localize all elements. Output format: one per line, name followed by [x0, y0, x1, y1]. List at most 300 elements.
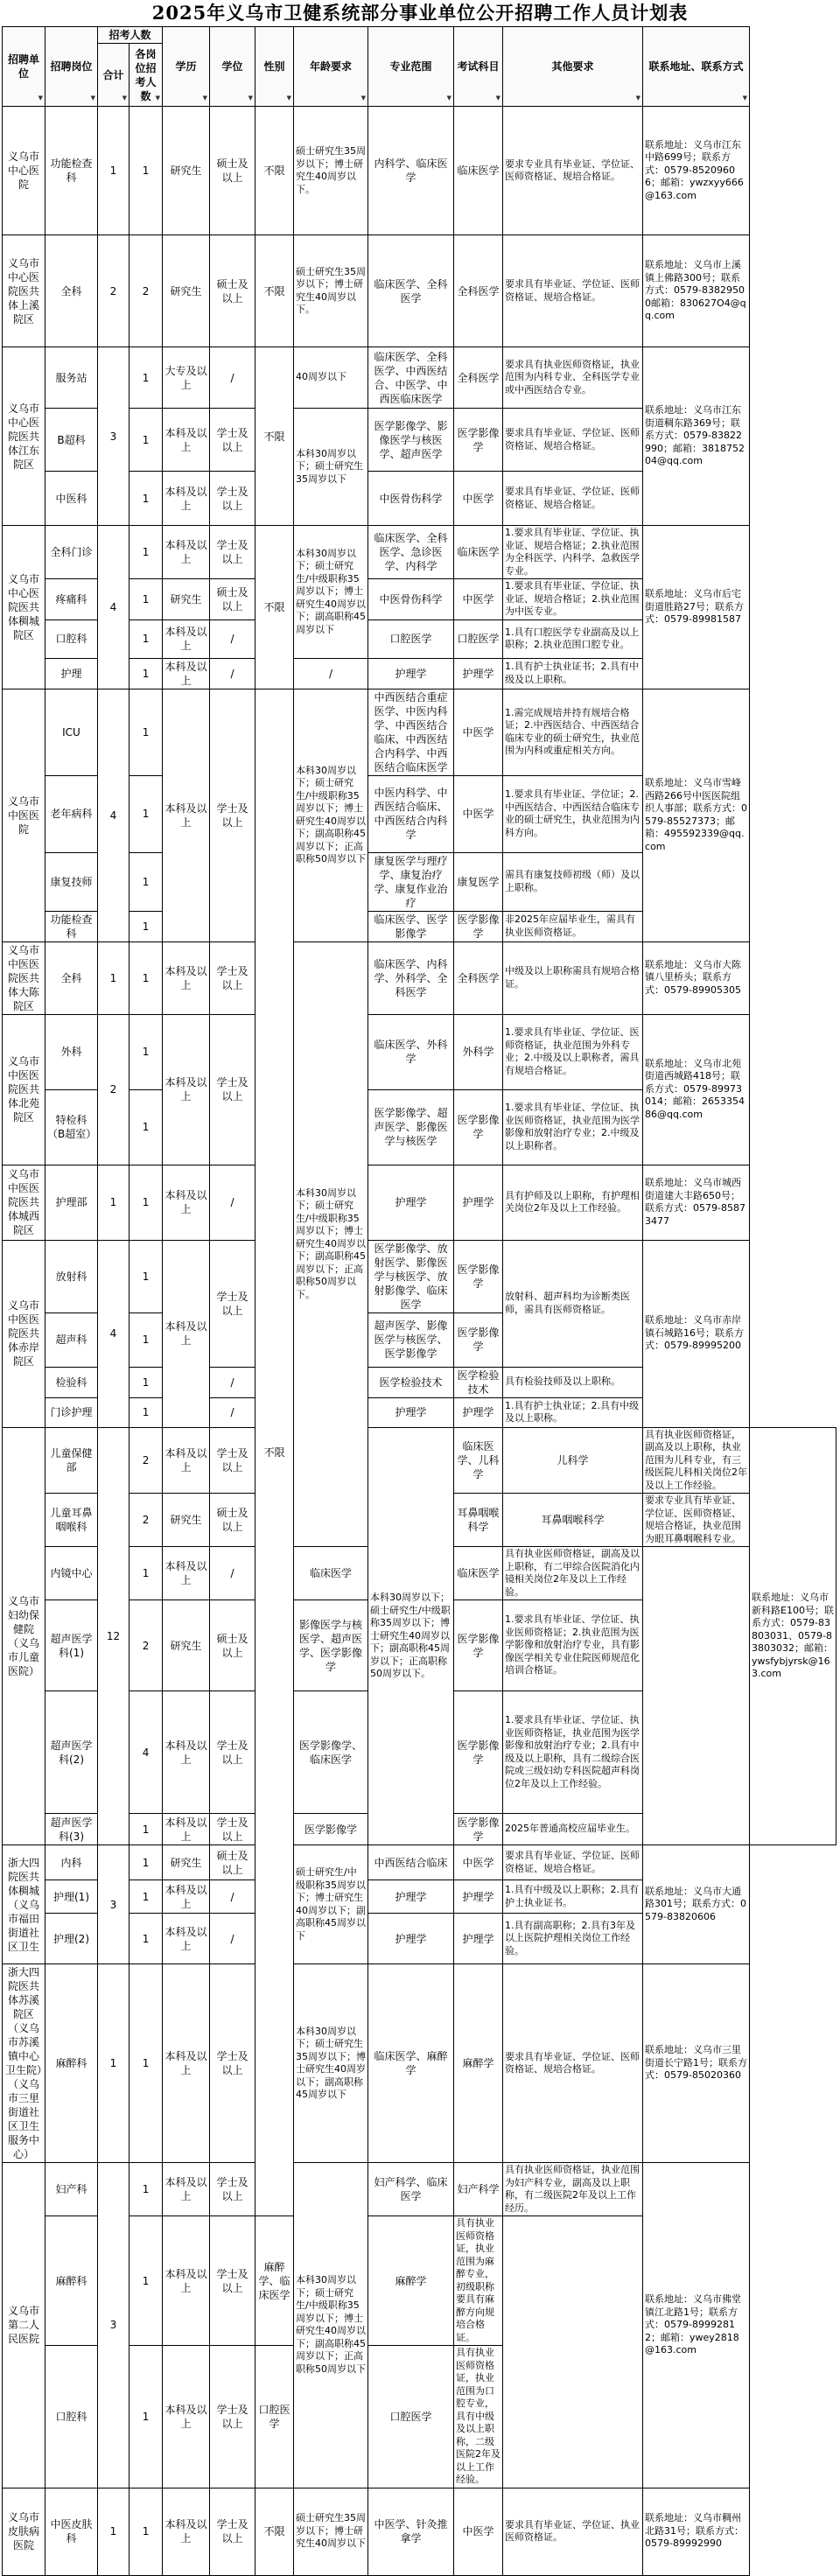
col-header-other[interactable]: 其他要求 ▼ [503, 27, 643, 107]
table-row [3, 1240, 836, 1312]
other-cell: 具有执业医师资格证，执业范围为妇产科专业，副高及以上职称，有二级医院2年及以上工作经历。 [503, 2163, 643, 2216]
degree-cell: 学士及以上 [210, 2346, 256, 2488]
col-header-unit[interactable]: 招聘单位 ▼ [3, 27, 46, 107]
age-cell: 硕士研究生/中级职称35周岁以下；博士研究生40周岁以下；副高职称45周岁以下 [294, 1845, 368, 1964]
degree-cell: 学士及以上 [210, 689, 256, 942]
count-cell: 1 [130, 1312, 163, 1367]
post-cell: 检验科 [46, 1367, 98, 1397]
edu-cell: 本科及以上 [163, 1814, 210, 1845]
major-cell: 中西医结合重症医学、中医内科学、中西医结合临床、中西医结合内科学、中西医结合临床医学 [368, 689, 454, 775]
other-cell: 中级及以上职称需具有规培合格证。 [503, 942, 643, 1014]
major-cell: 中医骨伤科学 [368, 472, 454, 526]
other-cell: 非2025年应届毕业生，需具有执业医师资格证。 [503, 911, 643, 942]
degree-cell: 学士及以上 [210, 1964, 256, 2163]
post-cell: 服务站 [46, 347, 98, 409]
count-cell: 1 [130, 2488, 163, 2575]
col-header-edu[interactable]: 学历 ▼ [163, 27, 210, 107]
post-cell: 内镜中心 [46, 1547, 98, 1600]
total-cell: 1 [98, 1964, 130, 2163]
other-cell: 要求具有执业医师资格证，执业范围为内科专业、全科医学专业或中西医结合专业。 [503, 347, 643, 409]
degree-cell: / [210, 620, 256, 658]
other-cell: 要求具有毕业证、学位证、医师资格证、规培合格证。 [503, 1964, 643, 2163]
count-cell: 1 [130, 1397, 163, 1427]
other-cell: 要求具有毕业证、学位证、医师资格证、规培合格证。 [503, 235, 643, 347]
major-cell: 中医内科学、中西医结合临床、中西医结合内科学 [368, 775, 454, 852]
col-header-exam[interactable]: 考试科目 ▼ [454, 27, 503, 107]
edu-cell: 本科及以上 [163, 1165, 210, 1240]
exam-cell: 医学影像学 [454, 1089, 503, 1165]
edu-cell: 本科及以上 [163, 658, 210, 689]
exam-cell: 医学影像学 [454, 1691, 503, 1814]
other-cell: 1.具有中级及以上职称；2.具有护士执业证书。 [503, 1880, 643, 1914]
other-cell: 具有执业医师资格证，执业范围为口腔专业，具有中级及以上职称，二级医院2年及以上工作经验。 [454, 2346, 503, 2488]
other-cell: 1.要求具有毕业证、学位证、执业医师资格证，执业范围为医学影像和放射治疗专业；2.中级及以上职称者。 [503, 1089, 643, 1165]
count-cell: 1 [130, 1367, 163, 1397]
unit-cell: 浙大四院医共体苏溪院区（义乌市苏溪镇中心卫生院）（义乌市三里街道社区卫生服务中心） [3, 1964, 46, 2163]
col-header-post[interactable]: 招聘岗位 ▼ [46, 27, 98, 107]
contact-cell: 联系地址：义乌市赤岸镇石城路16号；联系方式：0579-89995200 [643, 1240, 750, 1427]
count-cell: 1 [130, 1014, 163, 1089]
other-cell: 1.具有副高职称；2.具有3年及以上医院护理相关岗位工作经验。 [503, 1914, 643, 1964]
col-header-degree[interactable]: 学位 ▼ [210, 27, 256, 107]
filter-arrow-icon[interactable]: ▼ [495, 94, 501, 102]
total-cell: 1 [98, 942, 130, 1014]
post-cell: 口腔科 [46, 2346, 98, 2488]
edu-cell: 本科及以上 [163, 2346, 210, 2488]
filter-arrow-icon[interactable]: ▼ [360, 94, 367, 102]
age-cell: 硕士研究生35周岁以下；博士研究生40周岁以下 [294, 2488, 368, 2575]
count-cell: 1 [130, 1165, 163, 1240]
col-header-total[interactable]: 合计 ▼ [98, 44, 130, 107]
col-header-major[interactable]: 专业范围 ▼ [368, 27, 454, 107]
degree-cell: 学士及以上 [210, 1427, 256, 1494]
exam-cell: 医学影像学 [454, 1240, 503, 1312]
filter-arrow-icon[interactable]: ▼ [202, 94, 208, 102]
exam-cell: 医学影像学 [454, 1312, 503, 1367]
count-cell: 1 [130, 1964, 163, 2163]
count-cell: 4 [130, 1691, 163, 1814]
count-cell: 1 [130, 1880, 163, 1914]
exam-cell: 全科医学 [454, 942, 503, 1014]
degree-cell: 硕士及以上 [210, 1845, 256, 1880]
age-cell: 本科30周岁以下；硕士研究生/中级职称35周岁以下；博士研究生40周岁以下；副高职称45周岁以下 [294, 526, 368, 659]
unit-cell: 义乌市中医医院 [3, 689, 46, 942]
other-cell: 2025年普通高校应届毕业生。 [503, 1814, 643, 1845]
major-cell: 临床医学、全科医学、中西医结合、中医学、中西医临床医学 [368, 347, 454, 409]
post-cell: 护理(1) [46, 1880, 98, 1914]
count-cell: 1 [130, 911, 163, 942]
other-cell: 要求具有毕业证、学位证、医师资格证、规培合格证。 [503, 1845, 643, 1880]
other-cell: 1.要求具有毕业证、学位证、执业证、规培合格证；2.执业范围为中医专业。 [503, 579, 643, 620]
degree-cell: 学士及以上 [210, 2488, 256, 2575]
exam-cell: 临床医学 [454, 526, 503, 579]
other-cell: 要求具有毕业证、学位证、医师资格证、规培合格证。 [503, 409, 643, 472]
contact-cell: 联系地址：义乌市雪峰西路266号中医医院组织人事部；联系方式：0579-85527373；邮箱：495592339@qq.com [643, 689, 750, 942]
degree-cell: 学士及以上 [210, 942, 256, 1014]
edu-cell: 本科及以上 [163, 2163, 210, 2216]
gender-cell: 不限 [256, 526, 294, 690]
total-cell: 2 [98, 235, 130, 347]
edu-cell: 本科及以上 [163, 689, 210, 942]
other-cell: 放射科、超声科均为诊断类医师，需具有医师资格证。 [503, 1240, 643, 1367]
major-cell: 护理学 [368, 1880, 454, 1914]
count-cell: 1 [130, 852, 163, 911]
age-cell: 本科30周岁以下；硕士研究生35周岁以下 [294, 409, 368, 526]
contact-cell: 联系地址：义乌市大陈镇八里桥头；联系方式：0579-89905305 [643, 942, 750, 1014]
age-cell: 本科30周岁以下；硕士研究生35周岁以下；博士研究生40周岁以下；副高职称45周岁以下 [294, 1964, 368, 2163]
major-cell: 中医骨伤科学 [368, 579, 454, 620]
edu-cell: 研究生 [163, 1845, 210, 1880]
degree-cell: 学士及以上 [210, 1014, 256, 1165]
post-cell: 护理(2) [46, 1914, 98, 1964]
count-cell: 2 [130, 1427, 163, 1494]
degree-cell: / [210, 347, 256, 409]
post-cell: 麻醉科 [46, 2216, 98, 2346]
filter-arrow-icon[interactable]: ▼ [742, 94, 748, 102]
unit-cell: 义乌市中心医院医共体江东院区 [3, 347, 46, 526]
contact-cell: 联系地址：义乌市新科路E100号；联系方式：0579-83803031、0579-83803032；邮箱：ywsfybjyrsk@163.com [750, 1427, 836, 1845]
exam-cell: 中医学 [454, 1845, 503, 1880]
exam-cell: 口腔医学 [454, 620, 503, 658]
gender-cell: 不限 [256, 235, 294, 347]
count-cell: 1 [130, 2346, 163, 2488]
count-cell: 2 [130, 1600, 163, 1691]
edu-cell: 研究生 [163, 579, 210, 620]
major-cell: 临床医学、医学影像学 [368, 911, 454, 942]
post-cell: 超声医学科(3) [46, 1814, 98, 1845]
major-cell: 耳鼻咽喉科学 [454, 1494, 503, 1547]
count-cell: 1 [130, 579, 163, 620]
major-cell: 中西医结合临床 [368, 1845, 454, 1880]
other-cell: 1.具有护士执业证书；2.具有中级及以上职称。 [503, 658, 643, 689]
filter-arrow-icon[interactable]: ▼ [122, 94, 127, 102]
edu-cell: 本科及以上 [163, 1427, 210, 1494]
table-row [3, 2163, 836, 2216]
count-cell: 1 [130, 1845, 163, 1880]
major-cell: 临床医学 [294, 1547, 368, 1600]
exam-cell: 中医学 [454, 689, 503, 775]
degree-cell: / [210, 1547, 256, 1600]
total-cell: 4 [98, 689, 130, 942]
other-cell: 要求专业具有毕业证、学位证、医师资格证、规培合格证，执业范围为眼耳鼻咽喉科专业。 [643, 1494, 750, 1547]
total-cell: 2 [98, 1014, 130, 1165]
gender-cell: 不限 [256, 107, 294, 235]
table-row [3, 107, 836, 235]
edu-cell: 研究生 [163, 1600, 210, 1691]
post-cell: ICU [46, 689, 98, 775]
degree-cell: / [210, 658, 256, 689]
post-cell: 功能检查科 [46, 911, 98, 942]
total-cell: 4 [98, 1240, 130, 1427]
post-cell: 超声科 [46, 1312, 98, 1367]
total-cell: 3 [98, 347, 130, 526]
total-cell: 3 [98, 2163, 130, 2488]
post-cell: 中医皮肤科 [46, 2488, 98, 2575]
post-cell: 疼痛科 [46, 579, 98, 620]
other-cell: 1.需完成规培并持有规培合格证；2.中西医结合、中西医结合临床专业的硕士研究生，执业范围为内科或重症相关方向。 [503, 689, 643, 775]
count-cell: 1 [130, 526, 163, 579]
major-cell: 麻醉学、临床医学 [256, 2216, 294, 2346]
major-cell: 医学影像学、影像医学与核医学、超声医学 [368, 409, 454, 472]
contact-cell: 联系地址：义乌市江东街道稠东路369号；联系方式：0579-83822990；邮箱：381875204@qq.com [643, 347, 750, 526]
post-cell: 老年病科 [46, 775, 98, 852]
exam-cell: 临床医学 [454, 1547, 503, 1600]
table-row [3, 1427, 836, 1494]
exam-cell: 中医学 [454, 2488, 503, 2575]
table-row [3, 526, 836, 579]
other-cell: 1.具有口腔医学专业副高及以上职称；2.执业范围口腔专业。 [503, 620, 643, 658]
exam-cell: 护理学 [454, 1165, 503, 1240]
post-cell: 超声医学科(1) [46, 1600, 98, 1691]
exam-cell: 外科学 [454, 1014, 503, 1089]
other-cell: 1.要求具有毕业证、学位证；2.中西医结合、中西医结合临床专业的硕士研究生，执业范围为内科方向。 [503, 775, 643, 852]
other-cell: 1.要求具有毕业证、学位证、执业医师资格证，执业范围为医学影像和放射治疗专业；2.具有中级及以上职称，具有二级综合医院或三级妇幼专科医院超声科岗位2年及以上工作经验。 [503, 1691, 643, 1814]
count-cell: 2 [130, 235, 163, 347]
post-cell: B超科 [46, 409, 98, 472]
exam-cell: 麻醉学 [454, 1964, 503, 2163]
exam-cell: 医学影像学 [454, 409, 503, 472]
exam-cell: 全科医学 [454, 347, 503, 409]
col-header-age[interactable]: 年龄要求 ▼ [294, 27, 368, 107]
post-cell: 放射科 [46, 1240, 98, 1312]
table-row [3, 1845, 836, 1880]
count-cell: 1 [130, 347, 163, 409]
major-cell: 医学影像学、临床医学 [294, 1691, 368, 1814]
filter-arrow-icon[interactable]: ▼ [155, 94, 161, 102]
exam-cell: 临床医学 [454, 107, 503, 235]
degree-cell: 硕士及以上 [210, 235, 256, 347]
count-cell: 1 [130, 1547, 163, 1600]
age-cell: / [294, 658, 368, 689]
count-cell: 1 [130, 620, 163, 658]
exam-cell: 医学检验技术 [454, 1367, 503, 1397]
count-cell: 1 [130, 1814, 163, 1845]
total-cell: 4 [98, 526, 130, 690]
edu-cell: 研究生 [163, 235, 210, 347]
recruitment-table [2, 26, 836, 2576]
filter-arrow-icon[interactable]: ▼ [635, 94, 641, 102]
degree-cell: 学士及以上 [210, 526, 256, 579]
edu-cell: 本科及以上 [163, 472, 210, 526]
major-cell: 临床医学、麻醉学 [368, 1964, 454, 2163]
edu-cell: 大专及以上 [163, 347, 210, 409]
edu-cell: 本科及以上 [163, 1914, 210, 1964]
contact-cell: 联系地址：义乌市稠州北路31号；联系方式：0579-89992990 [643, 2488, 750, 2575]
post-cell: 护理 [46, 658, 98, 689]
post-cell: 门诊护理 [46, 1397, 98, 1427]
contact-cell: 联系地址：义乌市城西街道建大丰路650号；联系方式：0579-85873477 [643, 1165, 750, 1240]
other-cell: 1.要求具有毕业证、学位证、医师资格证，执业范围为外科专业；2.中级及以上职称者，需具有规培合格证。 [503, 1014, 643, 1089]
exam-cell: 护理学 [454, 658, 503, 689]
post-cell: 康复技师 [46, 852, 98, 911]
degree-cell: 学士及以上 [210, 472, 256, 526]
other-cell: 要求具有毕业证、学位证、医师资格证、规培合格证。 [503, 472, 643, 526]
age-cell: 硕士研究生35周岁以下；博士研究生40周岁以下。 [294, 235, 368, 347]
major-cell: 临床医学、全科医学、急诊医学、内科学 [368, 526, 454, 579]
age-cell: 本科30周岁以下；硕士研究生/中级职称35周岁以下；博士研究生40周岁以下；副高职称45周岁以下；正高职称50周岁以下。 [368, 1427, 454, 1845]
table-row [3, 1964, 836, 2163]
post-cell: 护理部 [46, 1165, 98, 1240]
exam-cell: 口腔医学 [368, 2346, 454, 2488]
post-cell: 全科门诊 [46, 526, 98, 579]
other-cell: 具有检验技师及以上职称。 [503, 1367, 643, 1397]
major-cell: 医学检验技术 [368, 1367, 454, 1397]
exam-cell: 护理学 [454, 1880, 503, 1914]
other-cell: 1.要求具有毕业证、学位证、执业医师资格证；2.执业范围为医学影像和放射治疗专业，具有影像医学相关专业住院医师规范化培训合格证。 [503, 1600, 643, 1691]
exam-cell: 儿科学 [503, 1427, 643, 1494]
other-cell: 具有执业医师资格证，副高及以上职称，有二甲综合医院消化内镜相关岗位2年及以上工作经验。 [503, 1547, 643, 1600]
edu-cell: 本科及以上 [163, 2216, 210, 2346]
table-row [3, 942, 836, 1014]
unit-cell: 浙大四院医共体稠城（义乌市福田街道社区卫生 [3, 1845, 46, 1964]
unit-cell: 义乌市中医医院医共体赤岸院区 [3, 1240, 46, 1427]
filter-arrow-icon[interactable]: ▼ [38, 94, 43, 102]
edu-cell: 本科及以上 [163, 620, 210, 658]
degree-cell: 学士及以上 [210, 1691, 256, 1814]
major-cell: 中医学、针灸推拿学 [368, 2488, 454, 2575]
major-cell: 临床医学、外科学 [368, 1014, 454, 1089]
edu-cell: 本科及以上 [163, 2488, 210, 2575]
total-cell: 3 [98, 1845, 130, 1964]
contact-cell: 联系地址：义乌市佛堂镇江北路1号；联系方式：0579-89992812；邮箱：ywey2818@163.com [643, 2163, 750, 2488]
other-cell: 1.具有护士执业证；2.具有中级及以上职称。 [503, 1397, 643, 1427]
exam-cell: 医学影像学 [454, 911, 503, 942]
filter-arrow-icon[interactable]: ▼ [248, 94, 254, 102]
major-cell: 临床医学、全科医学 [368, 235, 454, 347]
major-cell: 超声医学、影像医学与核医学、医学影像学 [368, 1312, 454, 1367]
post-cell: 超声医学科(2) [46, 1691, 98, 1814]
total-cell: 1 [98, 1165, 130, 1240]
edu-cell: 本科及以上 [163, 526, 210, 579]
degree-cell: 学士及以上 [210, 409, 256, 472]
major-cell: 护理学 [368, 658, 454, 689]
age-cell: 硕士研究生35周岁以下；博士研究生40周岁以下。 [294, 107, 368, 235]
exam-cell: 康复医学 [454, 852, 503, 911]
filter-arrow-icon[interactable]: ▼ [286, 94, 292, 102]
major-cell: 临床医学、儿科学 [454, 1427, 503, 1494]
col-header-plan: 招考人数 [98, 27, 163, 44]
major-cell: 康复医学与理疗学、康复治疗学、康复作业治疗 [368, 852, 454, 911]
total-cell: 1 [98, 107, 130, 235]
filter-arrow-icon[interactable]: ▼ [446, 94, 452, 102]
degree-cell: / [210, 1397, 256, 1427]
unit-cell: 义乌市妇幼保健院（义乌市儿童医院） [3, 1427, 46, 1845]
unit-cell: 义乌市中医医院医共体北苑院区 [3, 1014, 46, 1165]
degree-cell: / [210, 1165, 256, 1240]
page-title: 2025年义乌市卫健系统部分事业单位公开招聘工作人员计划表 [151, 2, 689, 24]
degree-cell: / [210, 1880, 256, 1914]
col-header-each[interactable]: 各岗位招考人数 ▼ [130, 44, 163, 107]
degree-cell: 学士及以上 [210, 2216, 256, 2346]
count-cell: 1 [130, 1240, 163, 1312]
major-cell: 医学影像学、超声医学、影像医学与核医学 [368, 1089, 454, 1165]
edu-cell: 本科及以上 [163, 409, 210, 472]
gender-cell: 不限 [256, 2488, 294, 2575]
total-cell: 12 [98, 1427, 130, 1845]
major-cell: 临床医学、内科学、外科学、全科医学 [368, 942, 454, 1014]
exam-cell: 妇产科学 [454, 2163, 503, 2216]
count-cell: 1 [130, 1089, 163, 1165]
other-cell: 要求具有毕业证、学位证、执业医师资格证。 [503, 2488, 643, 2575]
table-row [3, 2488, 836, 2575]
exam-cell: 中医学 [454, 775, 503, 852]
major-cell: 妇产科学、临床医学 [368, 2163, 454, 2216]
unit-cell: 义乌市中医医院医共体大陈院区 [3, 942, 46, 1014]
post-cell: 内科 [46, 1845, 98, 1880]
post-cell: 中医科 [46, 472, 98, 526]
col-header-contact[interactable]: 联系地址、联系方式 ▼ [643, 27, 750, 107]
exam-cell: 耳鼻咽喉科学 [503, 1494, 643, 1547]
exam-cell: 护理学 [454, 1397, 503, 1427]
contact-cell: 联系地址：义乌市北苑街道西城路418号；联系方式：0579-89973014；邮箱：265335486@qq.com [643, 1014, 750, 1165]
age-cell: 本科30周岁以下；硕士研究生/中级职称35周岁以下；博士研究生40周岁以下；副高职称45周岁以下；正高职称50周岁以下 [294, 2163, 368, 2488]
count-cell: 1 [130, 689, 163, 775]
count-cell: 1 [130, 409, 163, 472]
contact-cell: 联系地址：义乌市上溪镇上佛路300号；联系方式：0579-83829500邮箱：830627O4@qq.com [643, 235, 750, 347]
count-cell: 2 [130, 1494, 163, 1547]
age-cell: 40周岁以下 [294, 347, 368, 409]
major-cell: 医学影像学、放射医学、影像医学与核医学、放射影像学、临床医学 [368, 1240, 454, 1312]
degree-cell: 硕士及以上 [210, 107, 256, 235]
count-cell: 1 [130, 2163, 163, 2216]
major-cell: 口腔医学 [256, 2346, 294, 2488]
major-cell: 护理学 [368, 1165, 454, 1240]
count-cell: 1 [130, 775, 163, 852]
major-cell: 护理学 [368, 1397, 454, 1427]
filter-arrow-icon[interactable]: ▼ [90, 94, 95, 102]
other-cell: 要求专业具有毕业证、学位证、医师资格证、规培合格证。 [503, 107, 643, 235]
exam-cell: 护理学 [454, 1914, 503, 1964]
major-cell: 护理学 [368, 1914, 454, 1964]
count-cell: 1 [130, 658, 163, 689]
exam-cell: 麻醉学 [368, 2216, 454, 2346]
unit-cell: 义乌市皮肤病医院 [3, 2488, 46, 2575]
major-cell: 内科学、临床医学 [368, 107, 454, 235]
unit-cell: 义乌市中心医院 [3, 107, 46, 235]
other-cell: 具有执业医师资格证，副高及以上职称，执业范围为儿科专业，有三级医院儿科相关岗位2年及以上工作经验。 [643, 1427, 750, 1494]
exam-cell: 医学影像学 [454, 1600, 503, 1691]
other-cell: 需具有康复技师初级（师）及以上职称。 [503, 852, 643, 911]
contact-cell: 联系地址：义乌市大通路301号；联系方式：0579-83820606 [643, 1845, 750, 1964]
post-cell: 儿童保健部 [46, 1427, 98, 1494]
col-header-gender[interactable]: 性别 ▼ [256, 27, 294, 107]
contact-cell: 联系地址：义乌市后宅街道胜路27号；联系方式：0579-89981587 [643, 526, 750, 690]
post-cell: 外科 [46, 1014, 98, 1089]
degree-cell: 学士及以上 [210, 1240, 256, 1367]
table-row [3, 1165, 836, 1240]
degree-cell: 硕士及以上 [210, 579, 256, 620]
contact-cell: 联系地址：义乌市三里街道长宁路1号；联系方式：0579-85020360 [643, 1964, 750, 2163]
post-cell: 功能检查科 [46, 107, 98, 235]
total-cell: 1 [98, 2488, 130, 2575]
table-row [3, 1014, 836, 1089]
table-row [3, 689, 836, 775]
post-cell: 儿童耳鼻咽喉科 [46, 1494, 98, 1547]
gender-cell: 不限 [256, 347, 294, 526]
post-cell: 口腔科 [46, 620, 98, 658]
edu-cell: 本科及以上 [163, 1964, 210, 2163]
edu-cell: 本科及以上 [163, 1880, 210, 1914]
exam-cell: 中医学 [454, 472, 503, 526]
major-cell: 口腔医学 [368, 620, 454, 658]
count-cell: 1 [130, 2216, 163, 2346]
unit-cell: 义乌市中心医院医共体稠城院区 [3, 526, 46, 690]
major-cell: 影像医学与核医学、超声医学、医学影像学 [294, 1600, 368, 1691]
exam-cell: 全科医学 [454, 235, 503, 347]
age-cell: 本科30周岁以下；硕士研究生/中级职称35周岁以下；博士研究生40周岁以下；副高职称45周岁以下；正高职称50周岁以下。 [294, 942, 368, 1547]
edu-cell: 本科及以上 [163, 1691, 210, 1814]
degree-cell: / [210, 1914, 256, 1964]
